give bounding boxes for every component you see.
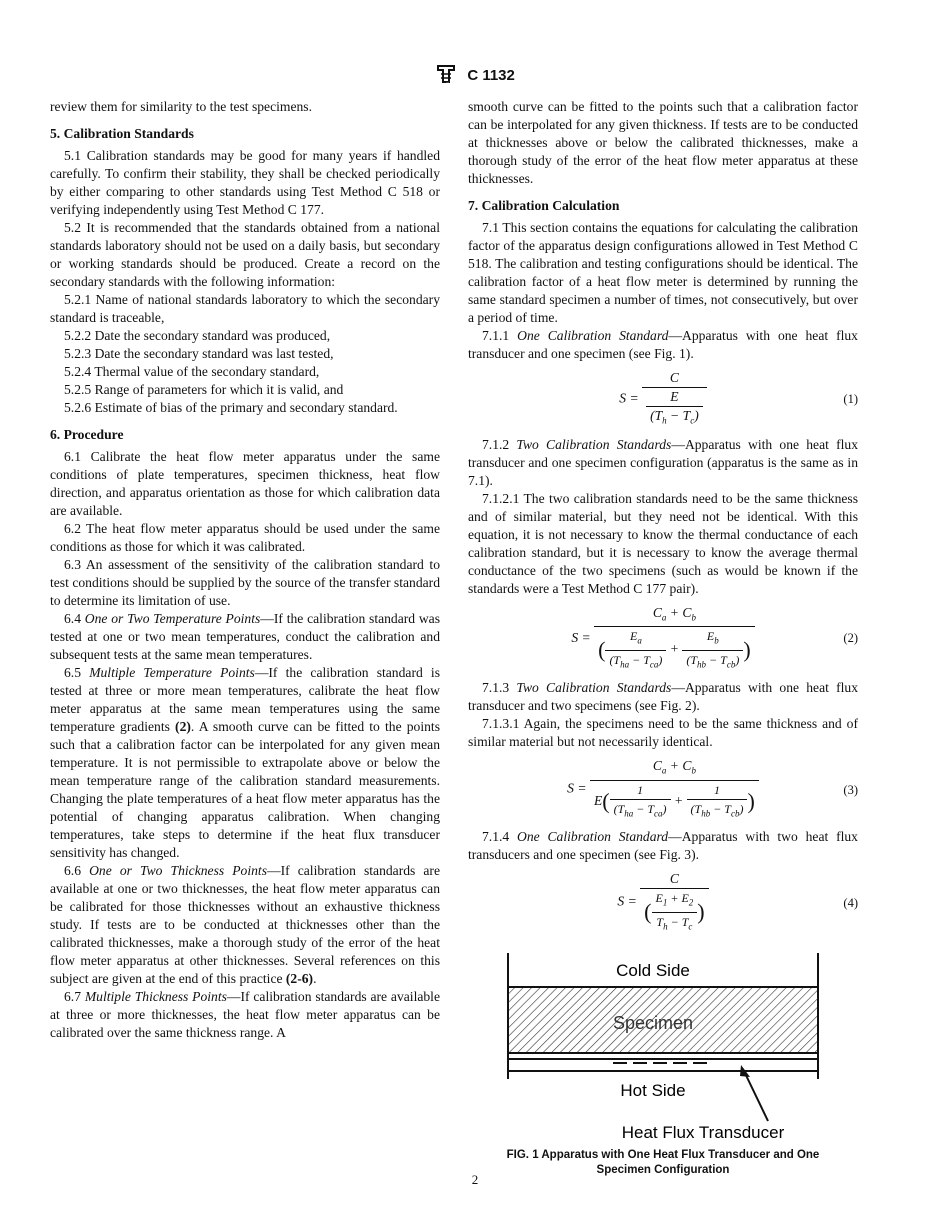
paragraph-5-2-2: 5.2.2 Date the secondary standard was produced,: [64, 328, 331, 343]
paragraph-5-2-1: 5.2.1 Name of national standards laboratory to which the secondary standard is traceable,: [50, 292, 440, 325]
reference-link[interactable]: (2): [175, 719, 191, 734]
paragraph-5-2-6: 5.2.6 Estimate of bias of the primary and secondary standard.: [64, 400, 398, 415]
paragraph-7-1-1: 7.1.1 One Calibration Standard—Apparatus with one heat flux transducer and one specimen (see Fig. 1).: [468, 328, 858, 361]
paragraph-5-2-3: 5.2.3 Date the secondary standard was last tested,: [64, 346, 334, 361]
left-column: [50, 98, 440, 1042]
transducer-label: Heat Flux Transducer: [621, 1123, 785, 1142]
specimen-label: Specimen: [612, 1013, 694, 1034]
paragraph-7-1-3-1: 7.1.3.1 Again, the specimens need to be the same thickness and of similar material but not necessarily identical.: [468, 716, 858, 750]
paragraph: smooth curve can be fitted to the points such that a calibration factor can be interpolated for any given thickness. If tests are to be conducted at thicknesses above or below the calibrated thicknesses, make a thorough study of the error of the heat flow meter apparatus at these thicknesses.: [468, 99, 858, 186]
paragraph-6-2: 6.2 The heat flow meter apparatus should be used under the same conditions as those for which it was calibrated.: [50, 521, 440, 554]
equation-1: S = $\frac{C}{\frac{E}{(T_h - T_c)}}$ (1): [619, 370, 858, 426]
paragraph-5-1: 5.1 Calibration standards may be good for many years if handled carefully. To confirm their stability, they shall be checked periodically by either comparing to other standards using Test Method C 518 or verifying independently using Test Method C 177.: [50, 148, 440, 217]
equation-2: S = $C_a + C_b$ ( $\frac{E_a}{(T_{ha} - T_{ca})}$ + $\frac{E_b}{(T_{hb} - T_{cb})}$ ) (2): [571, 604, 858, 670]
svg-text:ASTM: ASTM: [446, 83, 449, 84]
reference-link[interactable]: (2-6): [285, 971, 314, 986]
paragraph-6-1: 6.1 Calibrate the heat flow meter apparatus under the same conditions of plate temperatures, specimen thickness, heat flow direction, and apparatus orientation as those for which calibration data are available.: [50, 449, 440, 518]
page-header: [0, 64, 950, 84]
designation: C 1132: [467, 67, 515, 84]
section-7-title: 7. Calibration Calculation: [468, 198, 620, 213]
apparatus-diagram: [468, 949, 858, 1141]
paragraph-5-2-5: 5.2.5 Range of parameters for which it is valid, and: [64, 382, 344, 397]
paragraph-6-7: 6.7 Multiple Thickness Points—If calibration standards are available at three or more thicknesses, the heat flow meter apparatus can be calibrated over the same thickness range. A: [50, 989, 440, 1040]
paragraph-6-4: 6.4 One or Two Temperature Points—If the calibration standard was tested at one or two mean temperatures, conduct the calibration and subsequent tests at the same mean temperatures.: [50, 611, 440, 662]
hot-side-label: Hot Side: [620, 1081, 686, 1101]
paragraph-7-1-4: 7.1.4 One Calibration Standard—Apparatus with two heat flux transducers and one specimen (see Fig. 3).: [468, 829, 858, 863]
section-6-title: 6. Procedure: [50, 427, 124, 442]
paragraph-7-1-3: 7.1.3 Two Calibration Standards—Apparatus with one heat flux transducer and two specimens (see Fig. 2).: [468, 680, 859, 714]
figure-1: [468, 949, 858, 1178]
cold-side-label: Cold Side: [616, 961, 690, 981]
arrow-line: [743, 1069, 768, 1121]
paragraph-5-2: 5.2 It is recommended that the standards obtained from a national standards laboratory should not be used on a daily basis, but secondary or working standards should be produced. Create a record on the secondary standards with the following information:: [50, 220, 440, 289]
paragraph: review them for similarity to the test specimens.: [50, 99, 312, 114]
equation-3: S = $C_a + C_b$ E( $\frac{1}{(T_{ha} - T_{ca})}$ + $\frac{1}{(T_{hb} - T_{cb})}$ ) (3): [567, 758, 858, 819]
paragraph-6-3: 6.3 An assessment of the sensitivity of the calibration standard to test conditions should be supplied by the source of the transfer standard to determine its limitation of use.: [50, 557, 440, 608]
paragraph-7-1: 7.1 This section contains the equations for calculating the calibration factor of the apparatus design configurations allowed in Test Method C 518. The calibration and testing configurations should be identical. The calibration factor of a heat flow meter is determined by running the same standard specimen a number of times, not consecutively, but over a period of time.: [468, 220, 858, 325]
section-5-title: 5. Calibration Standards: [50, 126, 194, 141]
right-column: [468, 98, 858, 1178]
equation-4: S = C ( $\frac{E_1 + E_2}{T_h - T_c}$ ) (4): [617, 871, 858, 932]
paragraph-5-2-4: 5.2.4 Thermal value of the secondary standard,: [64, 364, 320, 379]
page-number: 2: [471, 1172, 479, 1187]
astm-logo-icon: [435, 64, 457, 84]
paragraph-7-1-2-1: 7.1.2.1 The two calibration standards need to be the same thickness and of similar material, but they need not be identical. With this equation, it is not necessary to know the thermal conductance of each calibration standard, but it is necessary to know the average thermal conductance of the two specimens (such as would be known if the standards were a Test Method C 177 pair).: [468, 490, 858, 596]
paragraph-6-5: 6.5 Multiple Temperature Points—If the calibration standard is tested at three or more mean temperatures, calibrate the heat flow meter apparatus at the same mean temperatures using the same temperature gradients (2). A smooth curve can be fitted to the points such that a calibration factor can be interpolated for any given mean temperature. It is not permissible to extrapolate above or below the mean temperature range of the calibration standard measurements. Changing the plate temperatures of a heat flow meter apparatus has the potential of changing apparatus calibration. When changing temperatures, take steps to determine if the heat flux transducer sensitivity has changed.: [50, 665, 441, 860]
paragraph-6-6: 6.6 One or Two Thickness Points—If calibration standards are available at one or two thicknesses, the heat flow meter apparatus can be calibrated for those thicknesses without an exhaustive thickness study. If tests are to be conducted at thicknesses other than the calibrated thicknesses, make a thorough study of the error of the heat flow meter apparatus at other thicknesses. Several references on this subject are given at the end of this practice (2-6).: [50, 863, 440, 986]
figure-caption: FIG. 1 Apparatus with One Heat Flux Transducer and One Specimen Configuration: [506, 1149, 820, 1177]
paragraph-7-1-2: 7.1.2 Two Calibration Standards—Apparatus with one heat flux transducer and one specimen configuration (apparatus is the same as in 7.1).: [468, 436, 859, 488]
